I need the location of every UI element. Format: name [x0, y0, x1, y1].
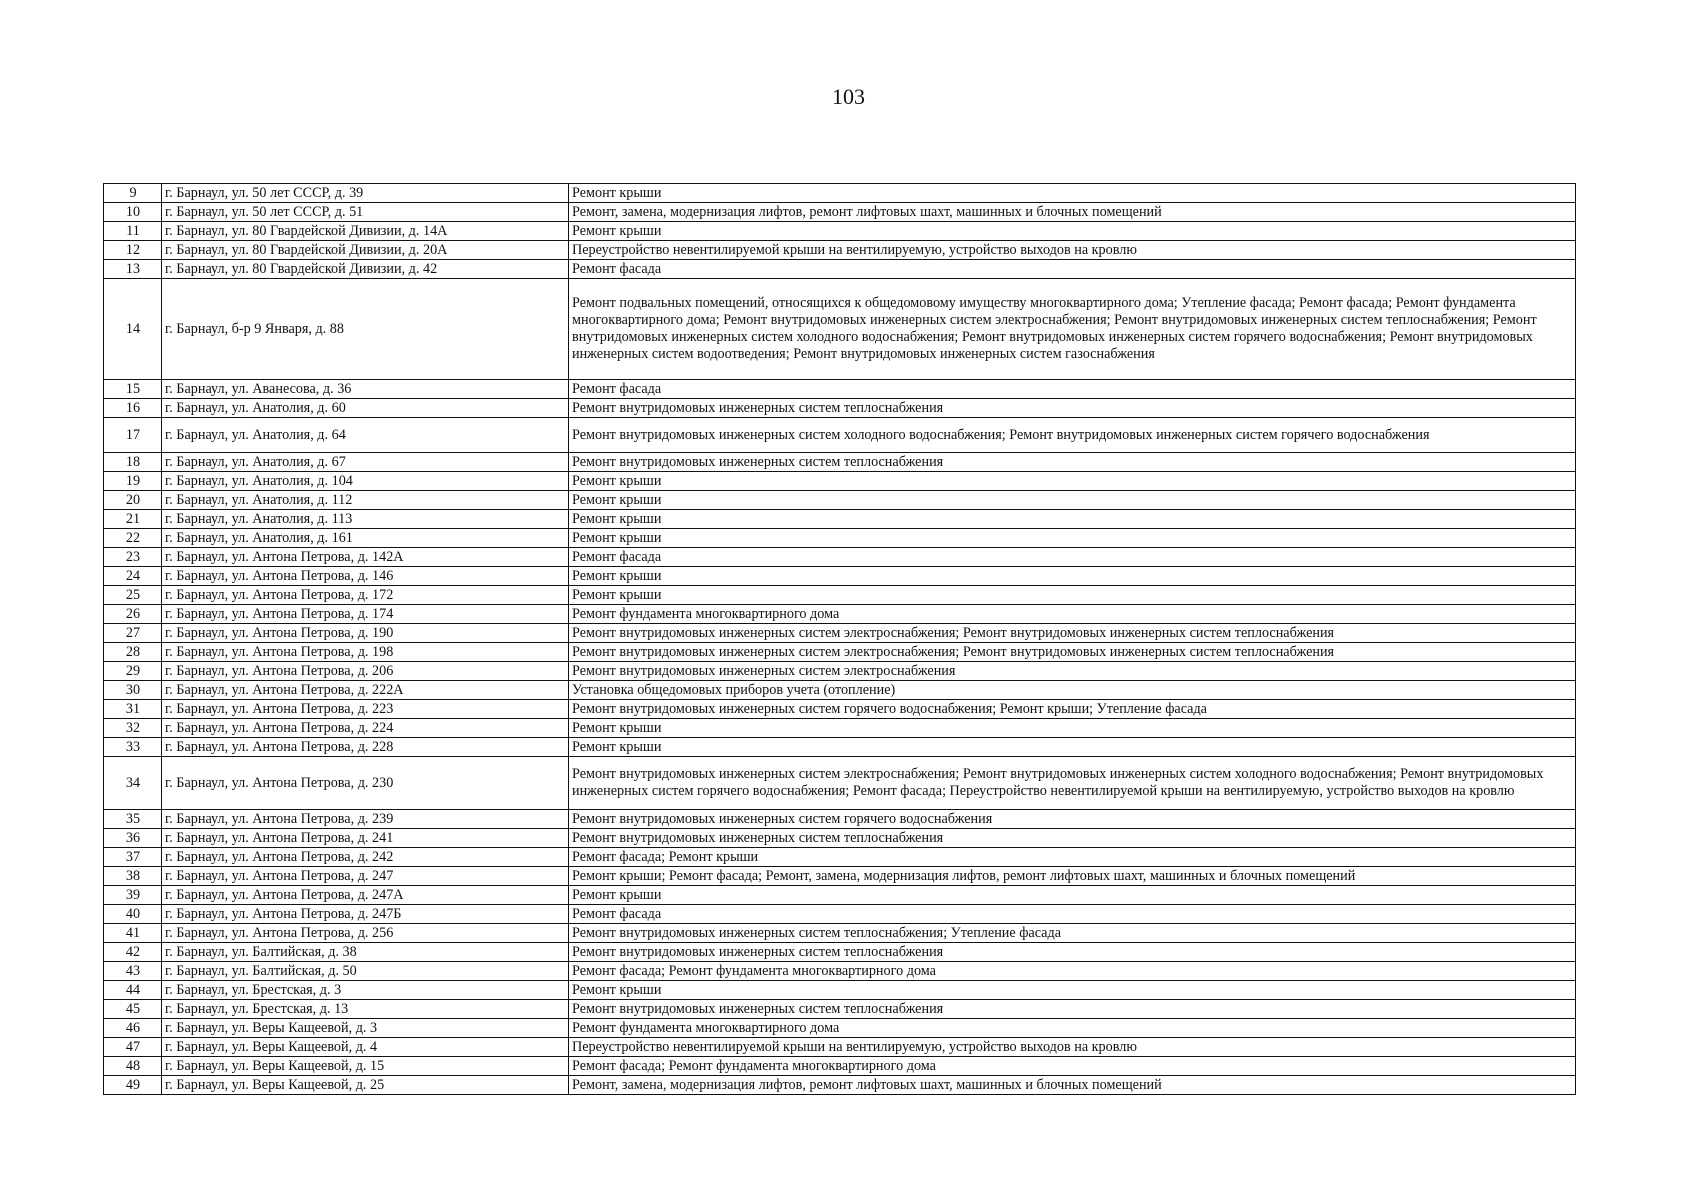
- row-number: 31: [104, 700, 162, 719]
- row-address: г. Барнаул, ул. Веры Кащеевой, д. 4: [162, 1038, 569, 1057]
- row-number: 14: [104, 279, 162, 380]
- row-number: 26: [104, 605, 162, 624]
- table-row: [104, 848, 1576, 867]
- row-address: г. Барнаул, ул. Веры Кащеевой, д. 25: [162, 1076, 569, 1095]
- row-number: 28: [104, 643, 162, 662]
- table-row: [104, 510, 1576, 529]
- row-number: 47: [104, 1038, 162, 1057]
- table-row: [104, 738, 1576, 757]
- table-body: [104, 184, 1576, 1095]
- row-works: Ремонт крыши: [569, 981, 1576, 1000]
- row-number: 30: [104, 681, 162, 700]
- row-works: Ремонт внутридомовых инженерных систем электроснабжения; Ремонт внутридомовых инженерных систем теплоснабжения: [569, 624, 1576, 643]
- row-works: Ремонт фасада: [569, 548, 1576, 567]
- row-number: 32: [104, 719, 162, 738]
- row-works: Ремонт крыши: [569, 586, 1576, 605]
- row-number: 48: [104, 1057, 162, 1076]
- row-number: 27: [104, 624, 162, 643]
- row-address: г. Барнаул, ул. Анатолия, д. 113: [162, 510, 569, 529]
- row-works: Ремонт, замена, модернизация лифтов, ремонт лифтовых шахт, машинных и блочных помещений: [569, 1076, 1576, 1095]
- row-number: 17: [104, 418, 162, 453]
- table-row: [104, 418, 1576, 453]
- table-row: [104, 1000, 1576, 1019]
- table-row: [104, 1038, 1576, 1057]
- repair-works-table: [103, 183, 1576, 1095]
- row-address: г. Барнаул, ул. 50 лет СССР, д. 51: [162, 203, 569, 222]
- row-number: 45: [104, 1000, 162, 1019]
- row-works: Ремонт крыши: [569, 567, 1576, 586]
- row-address: г. Барнаул, ул. Антона Петрова, д. 174: [162, 605, 569, 624]
- table-row: [104, 586, 1576, 605]
- row-address: г. Барнаул, ул. Антона Петрова, д. 222А: [162, 681, 569, 700]
- row-number: 49: [104, 1076, 162, 1095]
- row-works: Ремонт внутридомовых инженерных систем теплоснабжения: [569, 943, 1576, 962]
- row-number: 9: [104, 184, 162, 203]
- row-address: г. Барнаул, ул. Антона Петрова, д. 230: [162, 757, 569, 810]
- row-address: г. Барнаул, ул. Анатолия, д. 60: [162, 399, 569, 418]
- row-number: 33: [104, 738, 162, 757]
- row-works: Ремонт внутридомовых инженерных систем теплоснабжения: [569, 453, 1576, 472]
- row-number: 46: [104, 1019, 162, 1038]
- row-works: Переустройство невентилируемой крыши на вентилируемую, устройство выходов на кровлю: [569, 1038, 1576, 1057]
- row-works: Ремонт крыши: [569, 222, 1576, 241]
- table-row: [104, 605, 1576, 624]
- table-row: [104, 829, 1576, 848]
- row-address: г. Барнаул, ул. Антона Петрова, д. 256: [162, 924, 569, 943]
- table-row: [104, 643, 1576, 662]
- table-row: [104, 624, 1576, 643]
- row-number: 24: [104, 567, 162, 586]
- row-address: г. Барнаул, ул. 50 лет СССР, д. 39: [162, 184, 569, 203]
- page-number: 103: [832, 84, 865, 109]
- row-address: г. Барнаул, ул. Антона Петрова, д. 242: [162, 848, 569, 867]
- row-works: Ремонт внутридомовых инженерных систем теплоснабжения: [569, 399, 1576, 418]
- row-address: г. Барнаул, ул. Балтийская, д. 50: [162, 962, 569, 981]
- table-row: [104, 491, 1576, 510]
- row-number: 41: [104, 924, 162, 943]
- table-row: [104, 867, 1576, 886]
- table-row: [104, 241, 1576, 260]
- row-address: г. Барнаул, б-р 9 Января, д. 88: [162, 279, 569, 380]
- row-works: Ремонт крыши: [569, 529, 1576, 548]
- row-address: г. Барнаул, ул. Антона Петрова, д. 146: [162, 567, 569, 586]
- row-works: Ремонт фасада: [569, 380, 1576, 399]
- row-number: 18: [104, 453, 162, 472]
- row-works: Ремонт внутридомовых инженерных систем электроснабжения: [569, 662, 1576, 681]
- row-address: г. Барнаул, ул. Брестская, д. 3: [162, 981, 569, 1000]
- table-row: [104, 810, 1576, 829]
- row-number: 16: [104, 399, 162, 418]
- row-works: Ремонт фасада: [569, 260, 1576, 279]
- row-number: 23: [104, 548, 162, 567]
- table-row: [104, 905, 1576, 924]
- row-number: 10: [104, 203, 162, 222]
- table-row: [104, 260, 1576, 279]
- row-number: 20: [104, 491, 162, 510]
- table-row: [104, 472, 1576, 491]
- row-address: г. Барнаул, ул. Антона Петрова, д. 228: [162, 738, 569, 757]
- row-works: Ремонт крыши: [569, 886, 1576, 905]
- row-works: Ремонт фасада; Ремонт фундамента многоквартирного дома: [569, 1057, 1576, 1076]
- table-row: [104, 924, 1576, 943]
- row-number: 36: [104, 829, 162, 848]
- row-address: г. Барнаул, ул. 80 Гвардейской Дивизии, д. 20А: [162, 241, 569, 260]
- row-works: Установка общедомовых приборов учета (отопление): [569, 681, 1576, 700]
- row-number: 42: [104, 943, 162, 962]
- table-row: [104, 203, 1576, 222]
- row-works: Ремонт крыши: [569, 491, 1576, 510]
- row-number: 38: [104, 867, 162, 886]
- table-row: [104, 962, 1576, 981]
- table-row: [104, 886, 1576, 905]
- row-address: г. Барнаул, ул. Антона Петрова, д. 223: [162, 700, 569, 719]
- row-works: Ремонт крыши: [569, 719, 1576, 738]
- table-row: [104, 222, 1576, 241]
- row-number: 29: [104, 662, 162, 681]
- table-row: [104, 548, 1576, 567]
- row-number: 15: [104, 380, 162, 399]
- row-works: Ремонт крыши: [569, 510, 1576, 529]
- row-address: г. Барнаул, ул. Брестская, д. 13: [162, 1000, 569, 1019]
- row-works: Ремонт крыши: [569, 472, 1576, 491]
- row-works: Ремонт внутридомовых инженерных систем горячего водоснабжения: [569, 810, 1576, 829]
- row-address: г. Барнаул, ул. Антона Петрова, д. 241: [162, 829, 569, 848]
- row-address: г. Барнаул, ул. Анатолия, д. 67: [162, 453, 569, 472]
- row-number: 13: [104, 260, 162, 279]
- table-row: [104, 453, 1576, 472]
- row-works: Ремонт фасада; Ремонт крыши: [569, 848, 1576, 867]
- table-row: [104, 1019, 1576, 1038]
- row-address: г. Барнаул, ул. Антона Петрова, д. 247Б: [162, 905, 569, 924]
- row-works: Ремонт фасада; Ремонт фундамента многоквартирного дома: [569, 962, 1576, 981]
- row-address: г. Барнаул, ул. Антона Петрова, д. 190: [162, 624, 569, 643]
- table-row: [104, 681, 1576, 700]
- table-row: [104, 719, 1576, 738]
- table-row: [104, 757, 1576, 810]
- row-number: 34: [104, 757, 162, 810]
- row-number: 22: [104, 529, 162, 548]
- table-row: [104, 184, 1576, 203]
- row-address: г. Барнаул, ул. Анатолия, д. 161: [162, 529, 569, 548]
- row-number: 25: [104, 586, 162, 605]
- row-address: г. Барнаул, ул. Аванесова, д. 36: [162, 380, 569, 399]
- table-row: [104, 700, 1576, 719]
- row-address: г. Барнаул, ул. Антона Петрова, д. 247А: [162, 886, 569, 905]
- row-address: г. Барнаул, ул. Антона Петрова, д. 224: [162, 719, 569, 738]
- table-row: [104, 1076, 1576, 1095]
- row-address: г. Барнаул, ул. Антона Петрова, д. 198: [162, 643, 569, 662]
- row-works: Ремонт внутридомовых инженерных систем электроснабжения; Ремонт внутридомовых инженерных систем теплоснабжения: [569, 643, 1576, 662]
- row-number: 44: [104, 981, 162, 1000]
- row-works: Ремонт внутридомовых инженерных систем теплоснабжения: [569, 1000, 1576, 1019]
- row-number: 19: [104, 472, 162, 491]
- row-address: г. Барнаул, ул. Антона Петрова, д. 239: [162, 810, 569, 829]
- table-row: [104, 981, 1576, 1000]
- row-works: Ремонт внутридомовых инженерных систем теплоснабжения; Утепление фасада: [569, 924, 1576, 943]
- table-row: [104, 662, 1576, 681]
- table-row: [104, 279, 1576, 380]
- row-works: Ремонт крыши; Ремонт фасада; Ремонт, замена, модернизация лифтов, ремонт лифтовых шахт, машинных и блочных помещений: [569, 867, 1576, 886]
- row-works: Ремонт подвальных помещений, относящихся к общедомовому имуществу многоквартирного дома; Утепление фасада; Ремонт фасада; Ремонт фундамента многоквартирного дома; Ремонт внутридомовых инженерных систем электроснабжения; Ремонт внутридомовых инженерных систем теплоснабжения; Ремонт внутридомовых инженерных систем холодного водоснабжения; Ремонт внутридомовых инженерных систем горячего водоснабжения; Ремонт внутридомовых инженерных систем водоотведения; Ремонт внутридомовых инженерных систем газоснабжения: [569, 279, 1576, 380]
- table-row: [104, 1057, 1576, 1076]
- row-number: 43: [104, 962, 162, 981]
- row-works: Переустройство невентилируемой крыши на вентилируемую, устройство выходов на кровлю: [569, 241, 1576, 260]
- row-number: 37: [104, 848, 162, 867]
- table-row: [104, 380, 1576, 399]
- row-number: 35: [104, 810, 162, 829]
- row-works: Ремонт фундамента многоквартирного дома: [569, 1019, 1576, 1038]
- row-works: Ремонт фасада: [569, 905, 1576, 924]
- row-address: г. Барнаул, ул. 80 Гвардейской Дивизии, д. 42: [162, 260, 569, 279]
- row-address: г. Барнаул, ул. Антона Петрова, д. 142А: [162, 548, 569, 567]
- row-address: г. Барнаул, ул. Анатолия, д. 104: [162, 472, 569, 491]
- row-number: 11: [104, 222, 162, 241]
- row-works: Ремонт внутридомовых инженерных систем теплоснабжения: [569, 829, 1576, 848]
- row-address: г. Барнаул, ул. Анатолия, д. 64: [162, 418, 569, 453]
- row-address: г. Барнаул, ул. Анатолия, д. 112: [162, 491, 569, 510]
- row-works: Ремонт внутридомовых инженерных систем горячего водоснабжения; Ремонт крыши; Утепление фасада: [569, 700, 1576, 719]
- row-address: г. Барнаул, ул. Антона Петрова, д. 247: [162, 867, 569, 886]
- row-number: 12: [104, 241, 162, 260]
- row-address: г. Барнаул, ул. Балтийская, д. 38: [162, 943, 569, 962]
- row-address: г. Барнаул, ул. Веры Кащеевой, д. 15: [162, 1057, 569, 1076]
- row-address: г. Барнаул, ул. 80 Гвардейской Дивизии, д. 14А: [162, 222, 569, 241]
- row-address: г. Барнаул, ул. Веры Кащеевой, д. 3: [162, 1019, 569, 1038]
- row-number: 21: [104, 510, 162, 529]
- table-row: [104, 529, 1576, 548]
- row-number: 39: [104, 886, 162, 905]
- row-works: Ремонт крыши: [569, 738, 1576, 757]
- row-works: Ремонт, замена, модернизация лифтов, ремонт лифтовых шахт, машинных и блочных помещений: [569, 203, 1576, 222]
- row-works: Ремонт фундамента многоквартирного дома: [569, 605, 1576, 624]
- table-row: [104, 567, 1576, 586]
- row-works: Ремонт внутридомовых инженерных систем холодного водоснабжения; Ремонт внутридомовых инженерных систем горячего водоснабжения: [569, 418, 1576, 453]
- row-address: г. Барнаул, ул. Антона Петрова, д. 206: [162, 662, 569, 681]
- row-address: г. Барнаул, ул. Антона Петрова, д. 172: [162, 586, 569, 605]
- row-works: Ремонт крыши: [569, 184, 1576, 203]
- row-number: 40: [104, 905, 162, 924]
- table-row: [104, 943, 1576, 962]
- row-works: Ремонт внутридомовых инженерных систем электроснабжения; Ремонт внутридомовых инженерных систем холодного водоснабжения; Ремонт внутридомовых инженерных систем горячего водоснабжения; Ремонт фасада; Переустройство невентилируемой крыши на вентилируемую, устройство выходов на кровлю: [569, 757, 1576, 810]
- table-row: [104, 399, 1576, 418]
